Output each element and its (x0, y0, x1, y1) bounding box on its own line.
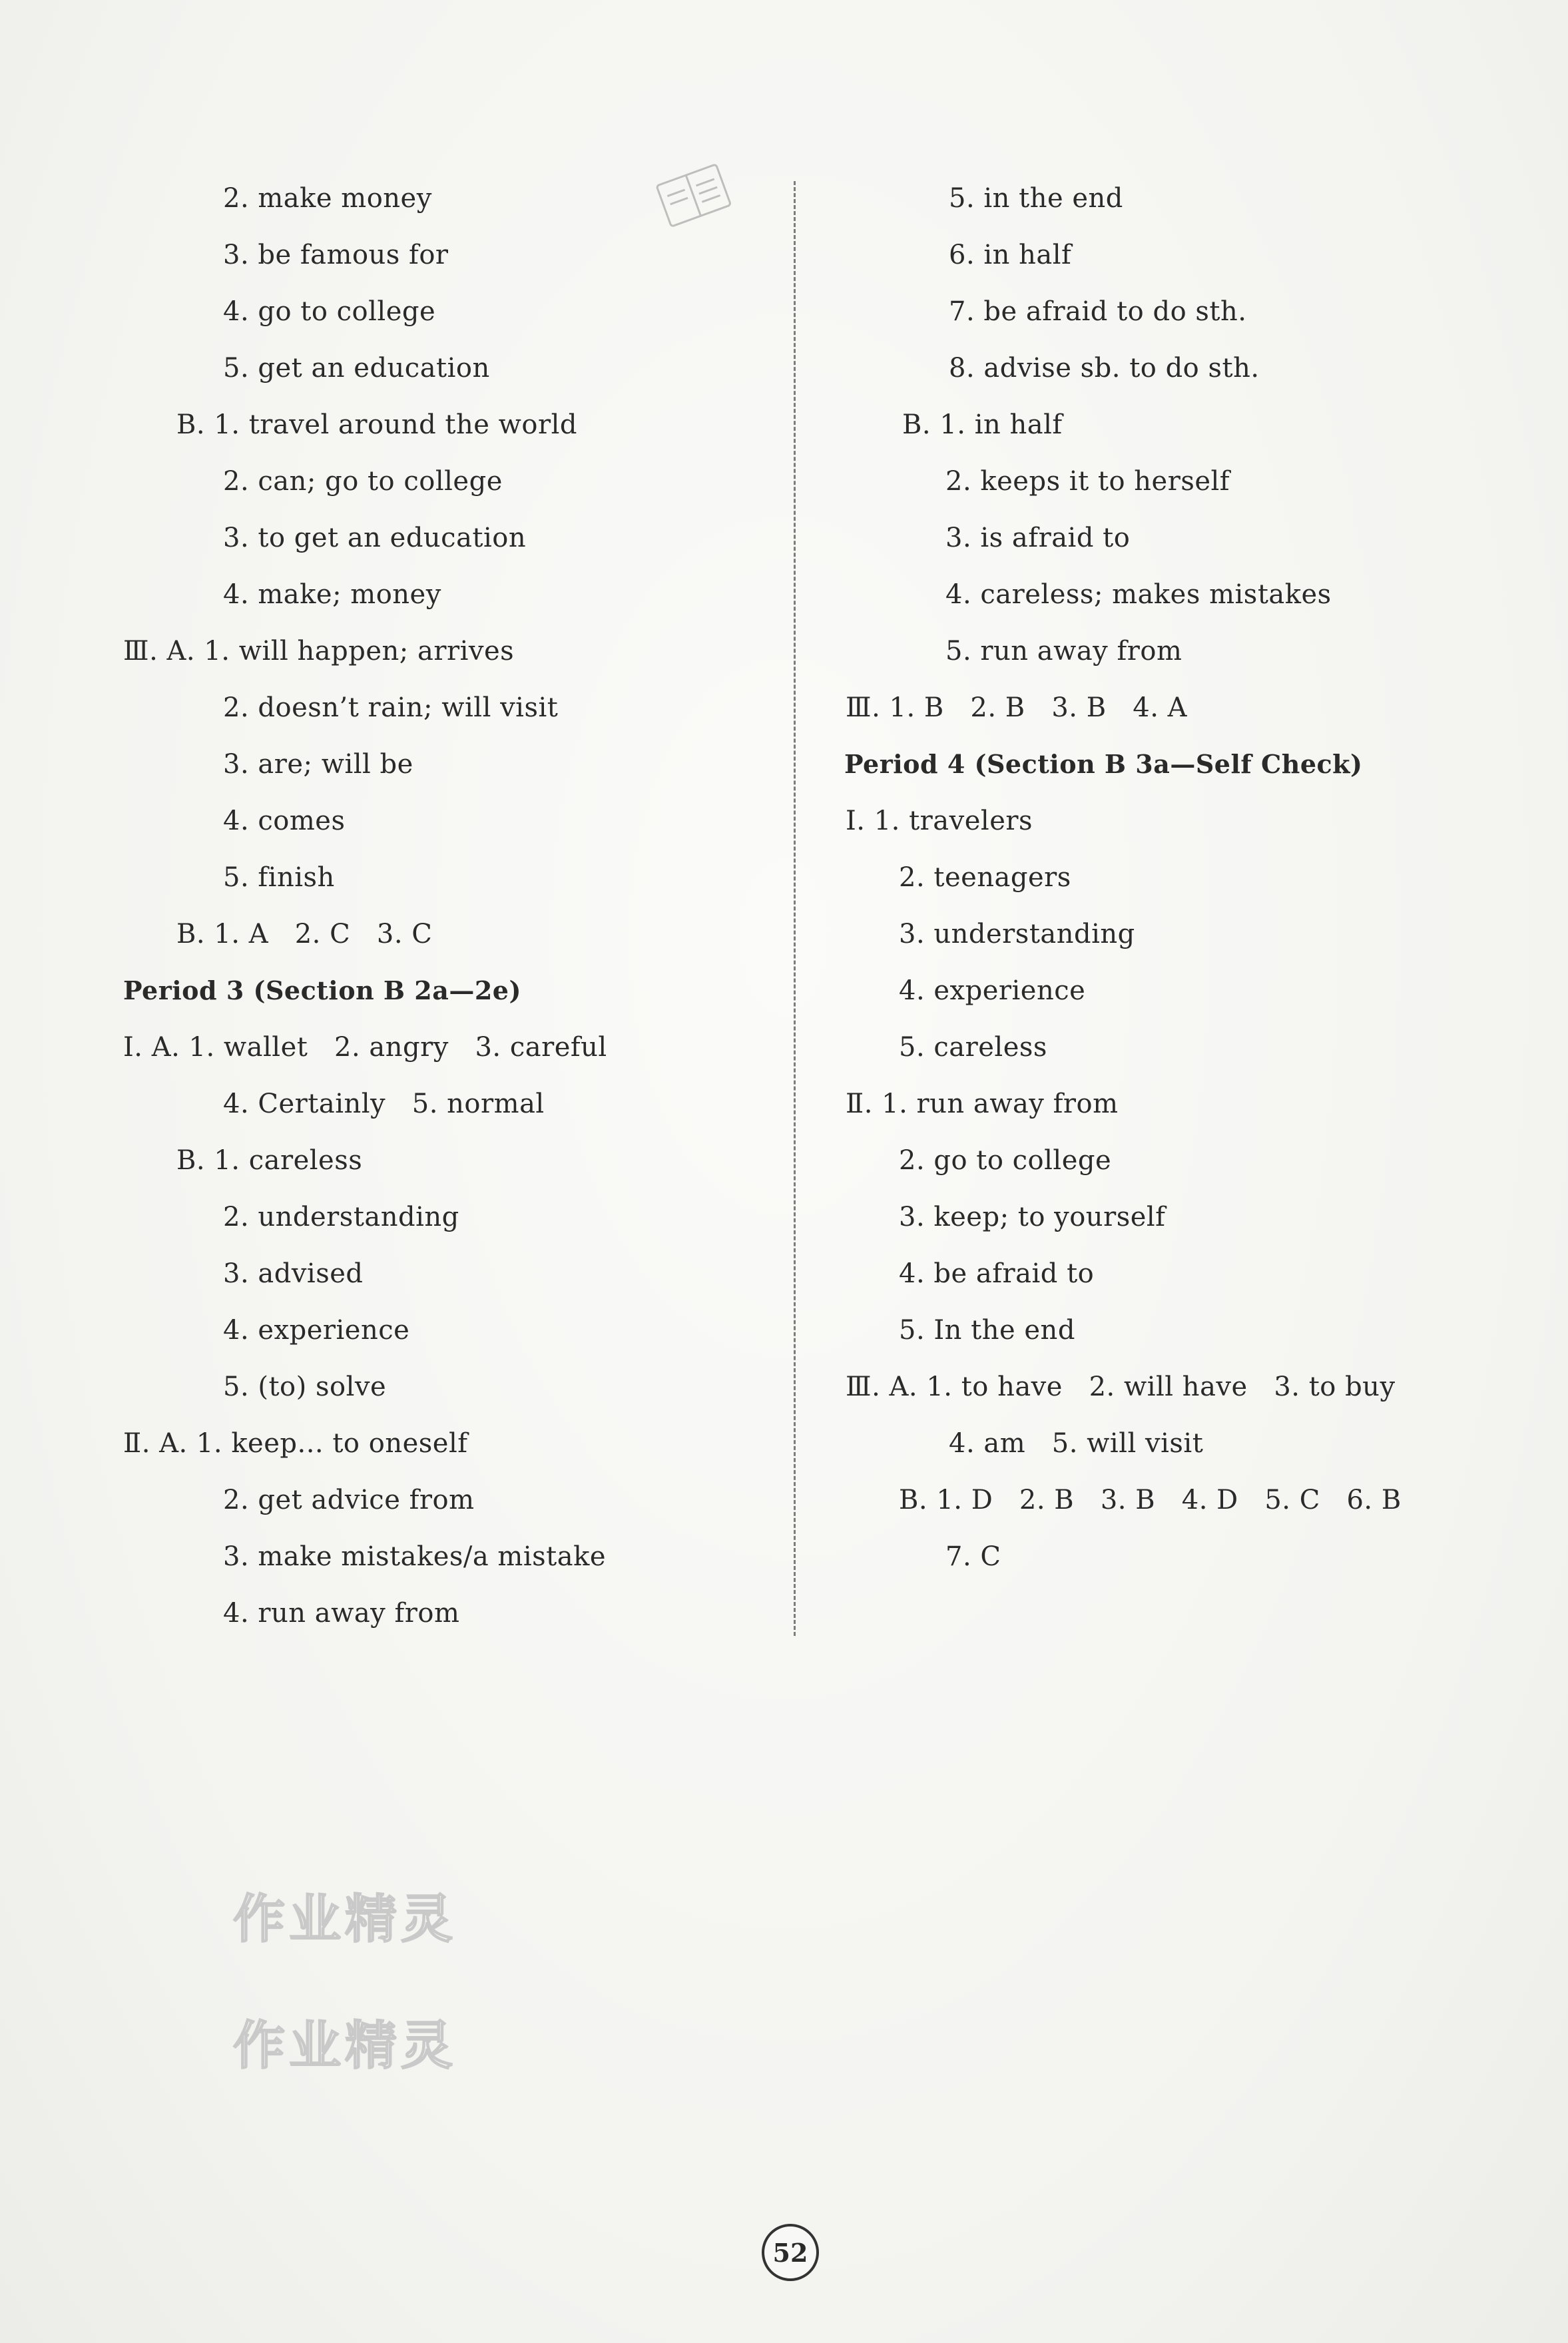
answer-line: 4. go to college (223, 296, 436, 327)
answer-line: 2. doesn’t rain; will visit (223, 692, 559, 723)
answer-line: 5. finish (223, 862, 335, 893)
section-heading: Period 4 (Section B 3a—Self Check) (844, 749, 1363, 779)
answer-line: 3. advised (223, 1258, 364, 1289)
answer-line: 3. to get an education (223, 523, 527, 553)
answer-line: B. 1. D 2. B 3. B 4. D 5. C 6. B (899, 1485, 1402, 1515)
answer-line: 5. in the end (949, 183, 1123, 214)
answer-line: 3. be famous for (223, 240, 449, 270)
answer-line: 4. be afraid to (899, 1258, 1095, 1289)
answer-line: 3. make mistakes/a mistake (223, 1541, 607, 1572)
answer-line: 4. experience (899, 975, 1086, 1006)
answer-line: 3. is afraid to (945, 523, 1131, 553)
answer-line: Ⅱ. 1. run away from (846, 1089, 1119, 1119)
answer-line: 5. (to) solve (223, 1372, 387, 1402)
section-heading: Period 3 (Section B 2a—2e) (123, 975, 521, 1005)
column-divider (794, 181, 796, 1636)
answer-line: 2. understanding (223, 1202, 459, 1232)
answer-line: 4. experience (223, 1315, 410, 1346)
answer-line: 7. be afraid to do sth. (949, 296, 1247, 327)
answer-line: 4. careless; makes mistakes (945, 579, 1332, 610)
answer-line: Ⅱ. A. 1. keep... to oneself (123, 1428, 468, 1459)
answer-line: 7. C (945, 1541, 1001, 1572)
answer-line: Ⅲ. A. 1. to have 2. will have 3. to buy (846, 1372, 1396, 1402)
answer-line: 3. keep; to yourself (899, 1202, 1166, 1232)
answer-line: B. 1. travel around the world (176, 409, 577, 440)
answer-line: 2. can; go to college (223, 466, 503, 497)
answer-line: 5. careless (899, 1032, 1047, 1063)
answer-line: 2. make money (223, 183, 432, 214)
answer-line: 4. am 5. will visit (949, 1428, 1204, 1459)
answer-line: 5. get an education (223, 353, 490, 384)
answer-line: 4. comes (223, 806, 346, 836)
answer-line: B. 1. careless (176, 1145, 363, 1176)
answer-line: 5. run away from (945, 636, 1182, 666)
answer-line: 3. are; will be (223, 749, 413, 780)
answer-line: B. 1. in half (902, 409, 1063, 440)
answer-line: 2. get advice from (223, 1485, 475, 1515)
watermark-bottom: 作业精灵 (233, 2016, 457, 2076)
answer-line: Ⅲ. 1. B 2. B 3. B 4. A (846, 692, 1188, 723)
answer-line: 8. advise sb. to do sth. (949, 353, 1260, 384)
watermark-top: 作业精灵 (233, 1890, 457, 1950)
page-number: 52 (762, 2224, 819, 2281)
answer-line: 4. make; money (223, 579, 441, 610)
answer-line: Ⅰ. A. 1. wallet 2. angry 3. careful (123, 1032, 607, 1063)
answer-line: 4. Certainly 5. normal (223, 1089, 545, 1119)
answer-line: 4. run away from (223, 1598, 460, 1629)
answer-line: 2. keeps it to herself (945, 466, 1230, 497)
answer-line: Ⅰ. 1. travelers (846, 806, 1033, 836)
answer-line: Ⅲ. A. 1. will happen; arrives (123, 636, 515, 666)
answer-line: 5. In the end (899, 1315, 1075, 1346)
answer-line: 2. go to college (899, 1145, 1112, 1176)
answer-line: 2. teenagers (899, 862, 1071, 893)
answer-line: B. 1. A 2. C 3. C (176, 919, 433, 949)
answer-line: 6. in half (949, 240, 1072, 270)
book-logo-icon (649, 156, 742, 236)
answer-line: 3. understanding (899, 919, 1135, 949)
